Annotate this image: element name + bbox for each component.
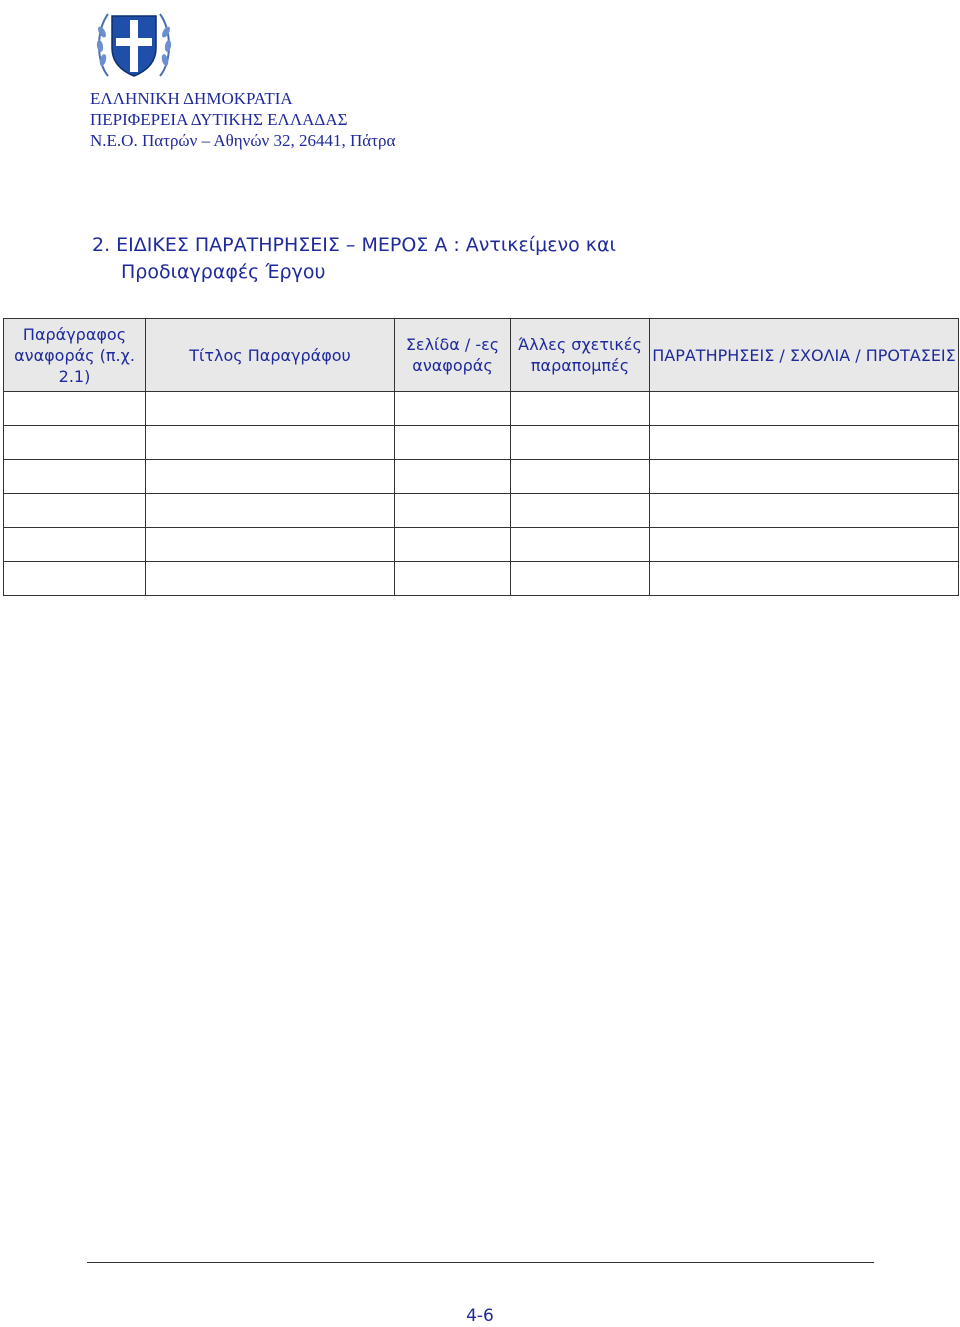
table-cell[interactable] bbox=[511, 460, 650, 494]
footer-divider bbox=[87, 1262, 874, 1263]
table-cell[interactable] bbox=[650, 494, 959, 528]
table-cell[interactable] bbox=[4, 392, 146, 426]
table-cell[interactable] bbox=[511, 562, 650, 596]
table-cell[interactable] bbox=[146, 494, 395, 528]
table-cell[interactable] bbox=[511, 426, 650, 460]
table-cell[interactable] bbox=[4, 426, 146, 460]
table-cell[interactable] bbox=[511, 528, 650, 562]
table-cell[interactable] bbox=[650, 426, 959, 460]
table-row bbox=[4, 494, 959, 528]
table-cell[interactable] bbox=[511, 392, 650, 426]
table-row bbox=[4, 528, 959, 562]
table-row bbox=[4, 562, 959, 596]
column-header-references: Άλλες σχετικές παραπομπές bbox=[511, 319, 650, 392]
table-cell[interactable] bbox=[650, 528, 959, 562]
header-address: Ν.Ε.Ο. Πατρών – Αθηνών 32, 26441, Πάτρα bbox=[90, 131, 396, 150]
table-cell[interactable] bbox=[146, 460, 395, 494]
page-number: 4-6 bbox=[466, 1306, 494, 1326]
table-cell[interactable] bbox=[650, 460, 959, 494]
table-cell[interactable] bbox=[4, 494, 146, 528]
column-header-comments: ΠΑΡΑΤΗΡΗΣΕΙΣ / ΣΧΟΛΙΑ / ΠΡΟΤΑΣΕΙΣ bbox=[650, 319, 959, 392]
header-region: ΠΕΡΙΦΕΡΕΙΑ ΔΥΤΙΚΗΣ ΕΛΛΑΔΑΣ bbox=[90, 110, 348, 129]
table-row bbox=[4, 460, 959, 494]
table-cell[interactable] bbox=[146, 392, 395, 426]
table-cell[interactable] bbox=[146, 562, 395, 596]
table-cell[interactable] bbox=[395, 494, 511, 528]
table-cell[interactable] bbox=[650, 392, 959, 426]
table-cell[interactable] bbox=[146, 426, 395, 460]
greek-coat-of-arms-icon bbox=[92, 2, 176, 86]
issuer-header bbox=[90, 88, 395, 151]
table-row bbox=[4, 426, 959, 460]
section-title-line2: Προδιαγραφές Έργου bbox=[121, 261, 326, 283]
column-header-page: Σελίδα / -ες αναφοράς bbox=[395, 319, 511, 392]
section-title bbox=[92, 232, 616, 286]
column-header-paragraph: Παράγραφος αναφοράς (π.χ. 2.1) bbox=[4, 319, 146, 392]
table-cell[interactable] bbox=[395, 460, 511, 494]
table-cell[interactable] bbox=[146, 528, 395, 562]
table-cell[interactable] bbox=[4, 562, 146, 596]
header-country: ΕΛΛΗΝΙΚΗ ΔΗΜΟΚΡΑΤΙΑ bbox=[90, 89, 293, 108]
remarks-table bbox=[3, 318, 959, 596]
table-cell[interactable] bbox=[395, 426, 511, 460]
table-cell[interactable] bbox=[395, 392, 511, 426]
column-header-title: Τίτλος Παραγράφου bbox=[146, 319, 395, 392]
table-cell[interactable] bbox=[395, 562, 511, 596]
table-cell[interactable] bbox=[650, 562, 959, 596]
table-cell[interactable] bbox=[4, 460, 146, 494]
table-cell[interactable] bbox=[4, 528, 146, 562]
table-row bbox=[4, 392, 959, 426]
section-title-line1: 2. ΕΙΔΙΚΕΣ ΠΑΡΑΤΗΡΗΣΕΙΣ – ΜΕΡΟΣ Α : Αντικείμενο και bbox=[92, 234, 616, 256]
table-cell[interactable] bbox=[511, 494, 650, 528]
table-cell[interactable] bbox=[395, 528, 511, 562]
table-header-row bbox=[4, 319, 959, 392]
